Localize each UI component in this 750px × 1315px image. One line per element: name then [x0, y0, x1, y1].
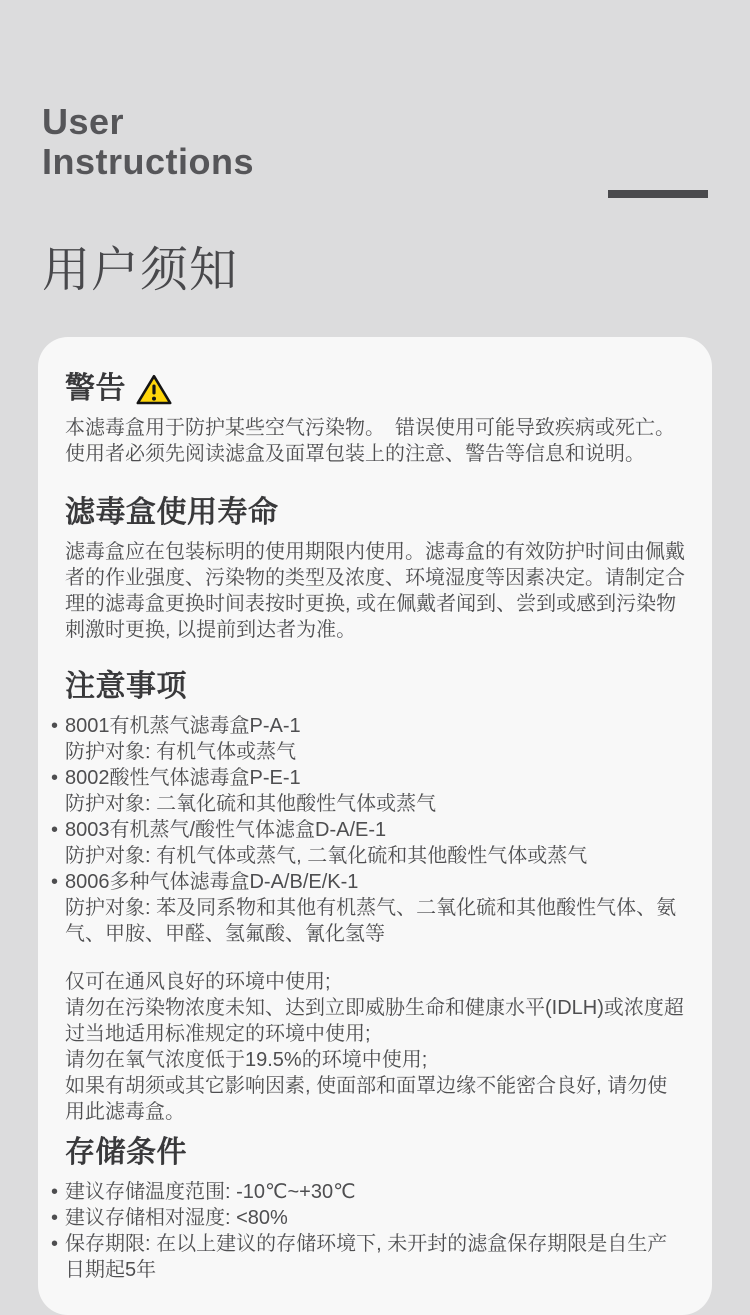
- page-title-english: [42, 102, 708, 182]
- storage-conditions-list: [65, 1179, 685, 1283]
- storage-condition-item: • 建议存储相对湿度: <80%: [65, 1205, 685, 1231]
- warning-section-heading: 警告: [65, 372, 126, 405]
- usage-note: 请勿在氧气浓度低于19.5%的环境中使用;: [65, 1049, 428, 1071]
- product-name: • 8002酸性气体滤毒盒P-E-1: [65, 767, 301, 789]
- usage-note: 请勿在污染物浓度未知、达到立即威胁生命和健康水平(IDLH)或浓度超过当地适用标准规定的环境中使用;: [65, 997, 684, 1045]
- warning-section-heading-row: [65, 371, 685, 407]
- product-name: • 8003有机蒸气/酸性气体滤盒D-A/E-1: [65, 819, 387, 841]
- usage-note: 仅可在通风良好的环境中使用;: [65, 971, 331, 993]
- product-list-item: [65, 713, 685, 765]
- page-title-chinese: 用户须知: [42, 244, 239, 297]
- product-protection: 防护对象: 苯及同系物和其他有机蒸气、二氧化硫和其他酸性气体、氨气、甲胺、甲醛、氢氟酸、氰化氢等: [65, 897, 677, 945]
- storage-condition-item: • 建议存储温度范围: -10℃~+30℃: [65, 1179, 685, 1205]
- usage-note: 如果有胡须或其它影响因素, 使面部和面罩边缘不能密合良好, 请勿使用此滤毒盒。: [65, 1075, 668, 1123]
- product-name: • 8006多种气体滤毒盒D-A/B/E/K-1: [65, 871, 359, 893]
- product-protection: 防护对象: 二氧化硫和其他酸性气体或蒸气: [65, 793, 437, 815]
- page-title-english-line2: Instructions: [42, 141, 255, 182]
- page-title-english-line1: User: [42, 101, 125, 142]
- warning-triangle-icon: [136, 374, 172, 405]
- instructions-card: [38, 337, 712, 1315]
- precautions-section-heading: 注意事项: [65, 670, 187, 703]
- title-underline-dash: [608, 190, 708, 198]
- service-life-section-heading: 滤毒盒使用寿命: [65, 496, 279, 529]
- product-list-item: [65, 817, 685, 869]
- service-life-section-body: 滤毒盒应在包装标明的使用期限内使用。滤毒盒的有效防护时间由佩戴者的作业强度、污染物的类型及浓度、环境湿度等因素决定。请制定合理的滤毒盒更换时间表按时更换, 或在佩戴者闻到、尝到或感到污染物刺激时更换, 以提前到达者为准。: [65, 541, 685, 641]
- storage-section-heading: 存储条件: [65, 1136, 187, 1169]
- warning-section-body: 本滤毒盒用于防护某些空气污染物。 错误使用可能导致疾病或死亡。使用者必须先阅读滤盒及面罩包装上的注意、警告等信息和说明。: [65, 417, 675, 465]
- product-protection: 防护对象: 有机气体或蒸气, 二氧化硫和其他酸性气体或蒸气: [65, 845, 588, 867]
- product-list-item: [65, 869, 685, 947]
- usage-restriction-notes: [65, 969, 685, 1125]
- product-list-item: [65, 765, 685, 817]
- page-header: [0, 0, 750, 298]
- storage-condition-item: • 保存期限: 在以上建议的存储环境下, 未开封的滤盒保存期限是自生产日期起5年: [65, 1231, 685, 1283]
- product-list: [65, 713, 685, 947]
- product-name: • 8001有机蒸气滤毒盒P-A-1: [65, 715, 301, 737]
- product-protection: 防护对象: 有机气体或蒸气: [65, 741, 297, 763]
